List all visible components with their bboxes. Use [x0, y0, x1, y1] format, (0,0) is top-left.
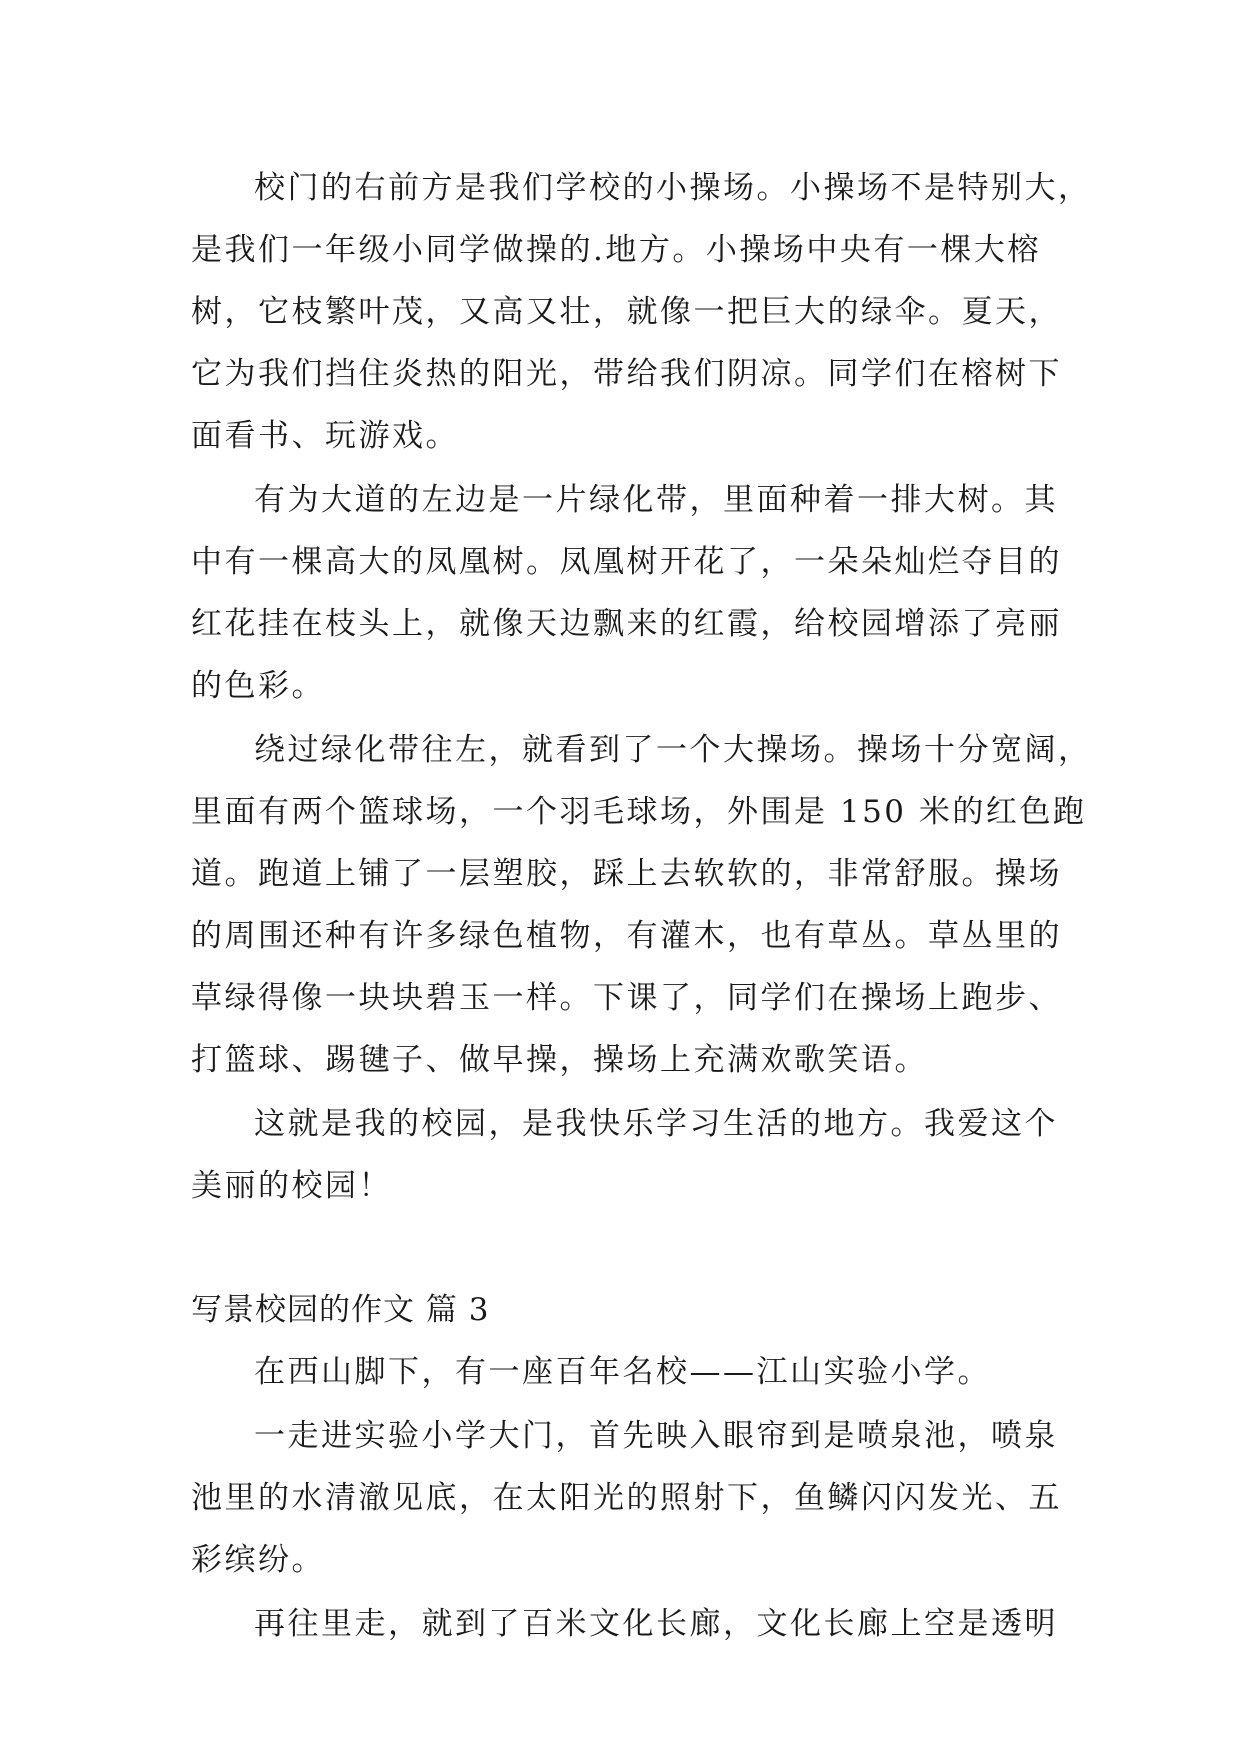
paragraph-line: 草绿得像一块块碧玉一样。下课了，同学们在操场上跑步、 [191, 980, 1062, 1016]
paragraph-line: 树，它枝繁叶茂，又高又壮，就像一把巨大的绿伞。夏天， [191, 294, 1062, 330]
paragraph-line: 打篮球、踢毽子、做早操，操场上充满欢歌笑语。 [191, 1042, 928, 1078]
paragraph-line: 有为大道的左边是一片绿化带，里面种着一排大树。其 [254, 482, 1058, 518]
paragraph-line: 再往里走，就到了百米文化长廊，文化长廊上空是透明 [254, 1606, 1058, 1642]
paragraph-line: 一走进实验小学大门，首先映入眼帘到是喷泉池，喷泉 [254, 1418, 1058, 1454]
paragraph-line: 里面有两个篮球场，一个羽毛球场，外围是 150 米的红色跑 [191, 794, 1087, 830]
paragraph-line: 在西山脚下，有一座百年名校——江山实验小学。 [254, 1354, 991, 1390]
paragraph-line: 中有一棵高大的凤凰树。凤凰树开花了，一朵朵灿烂夺目的 [191, 544, 1062, 580]
paragraph-line: 绕过绿化带往左，就看到了一个大操场。操场十分宽阔， [254, 732, 1092, 768]
paragraph-line: 的色彩。 [191, 668, 325, 704]
section-heading: 写景校园的作文 篇 3 [191, 1292, 490, 1328]
paragraph-line: 校门的右前方是我们学校的小操场。小操场不是特别大， [254, 170, 1092, 206]
paragraph-line: 美丽的校园！ [191, 1168, 392, 1204]
paragraph-line: 它为我们挡住炎热的阳光，带给我们阴凉。同学们在榕树下 [191, 356, 1062, 392]
paragraph-line: 池里的水清澈见底，在太阳光的照射下，鱼鳞闪闪发光、五 [191, 1480, 1062, 1516]
paragraph-line: 是我们一年级小同学做操的.地方。小操场中央有一棵大榕 [191, 232, 1041, 268]
paragraph-line: 这就是我的校园，是我快乐学习生活的地方。我爱这个 [254, 1106, 1058, 1142]
paragraph-line: 红花挂在枝头上，就像天边飘来的红霞，给校园增添了亮丽 [191, 606, 1062, 642]
paragraph-line: 的周围还种有许多绿色植物，有灌木，也有草丛。草丛里的 [191, 918, 1062, 954]
paragraph-line: 彩缤纷。 [191, 1542, 325, 1578]
paragraph-line: 面看书、玩游戏。 [191, 418, 459, 454]
paragraph-line: 道。跑道上铺了一层塑胶，踩上去软软的，非常舒服。操场 [191, 856, 1062, 892]
